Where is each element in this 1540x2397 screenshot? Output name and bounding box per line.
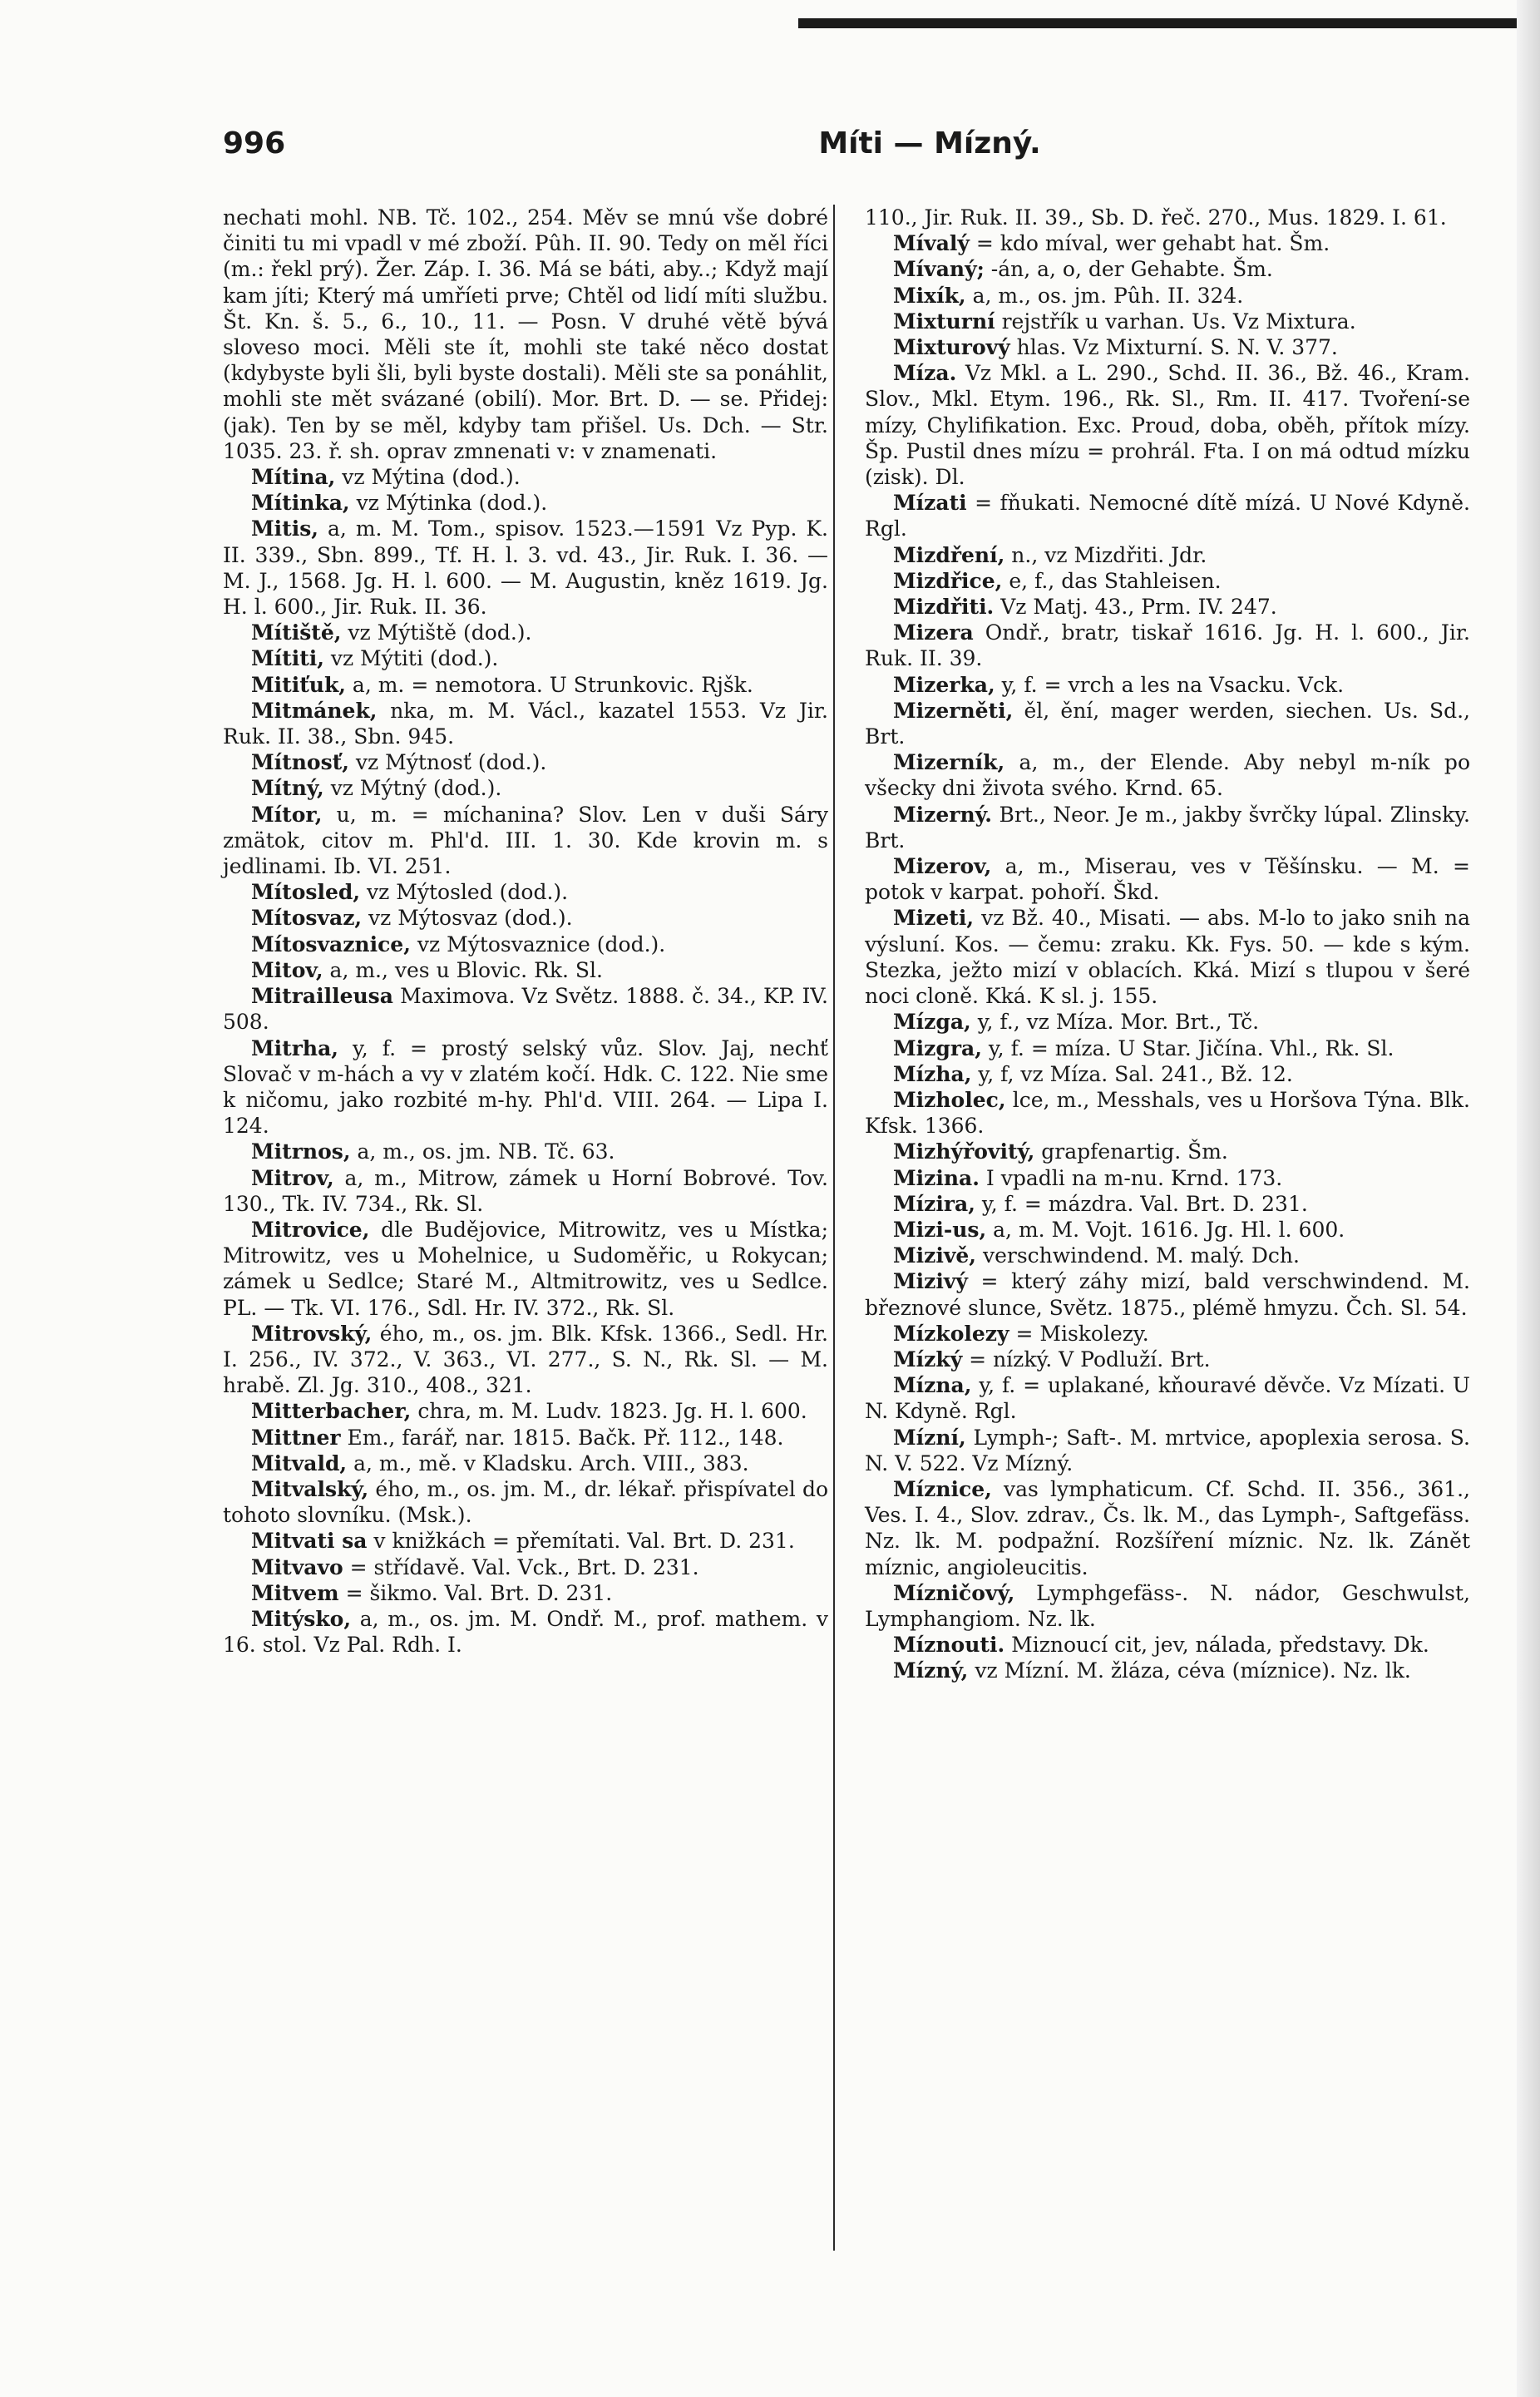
dictionary-entry [223,620,828,645]
entry-text: I vpadli na m-nu. Krnd. 173. [985,1165,1283,1190]
entry-text: a, m. M. Vojt. 1616. Jg. Hl. l. 600. [993,1217,1345,1242]
entry-headword: Mitvalský, [251,1476,369,1501]
entry-headword: Mizholec, [893,1087,1006,1112]
entry-headword: Mívalý [893,231,970,256]
dictionary-entry [865,1165,1470,1191]
entry-text: Maximova. Vz Světz. 1888. č. 34., KP. IV. 508. [223,984,828,1035]
dictionary-entry [223,1451,828,1476]
dictionary-entry [223,1425,828,1451]
entry-text: grapfenartig. Šm. [1041,1139,1228,1164]
entry-text: y, f. = mázdra. Val. Brt. D. 231. [981,1191,1308,1216]
entry-text: Lymphgefäss-. N. nádor, Geschwulst, Lymphangiom. Nz. lk. [865,1580,1470,1631]
entry-text: vz Mýtiti (dod.). [330,646,499,671]
entry-headword: Mítnosť, [251,750,349,775]
dictionary-entry [865,1268,1470,1320]
entry-text: ého, m., os. jm. M., dr. lékař. přispívatel do tohoto slovníku. (Msk.). [223,1476,829,1528]
entry-headword: Mizivě, [893,1243,976,1268]
entry-headword: Mitrovský, [251,1321,373,1346]
entry-text: rejstřík u varhan. Us. Vz Mixtura. [1001,309,1356,334]
entry-headword: Mixturní [893,309,995,334]
right-column [865,205,1470,1684]
entry-text: vz Mýtiště (dod.). [348,620,532,645]
entry-headword: Mítiti, [251,646,324,671]
entry-text: lce, m., Messhals, ves u Horšova Týna. Blk. Kfsk. 1366. [865,1087,1470,1139]
page-number: 996 [223,126,286,161]
dictionary-entry [223,775,828,801]
entry-text: Miznoucí cit, jev, nálada, představy. Dk. [1011,1633,1429,1658]
dictionary-entry [865,1425,1470,1476]
entry-headword: Mitýsko, [251,1606,352,1631]
entry-headword: Mizerněti, [893,698,1014,723]
dictionary-entry [865,230,1470,256]
dictionary-entry [223,1476,828,1528]
dictionary-entry [865,1035,1470,1061]
dictionary-entry [865,1191,1470,1217]
dictionary-entry [865,542,1470,568]
entry-headword: Mitrha, [251,1035,338,1060]
dictionary-entry [223,1321,828,1399]
dictionary-entry [223,1528,828,1554]
entry-text: -án, a, o, der Gehabte. Šm. [990,257,1273,282]
entry-text: y, f. = vrch a les na Vsacku. Vck. [1001,672,1345,697]
entry-headword: Mitrovice, [251,1217,370,1242]
dictionary-entry [865,1217,1470,1243]
dictionary-entry [223,490,828,516]
entry-text: Brt., Neor. Je m., jakby švrčky lúpal. Zlinsky. Brt. [865,802,1470,853]
dictionary-entry [223,1554,828,1580]
dictionary-entry [865,1632,1470,1658]
entry-text: a, m., ves u Blovic. Rk. Sl. [329,957,604,982]
entry-headword: Mitrnos, [251,1139,351,1164]
entry-headword: Mizerník, [893,750,1005,775]
entry-text: vz Mýtina (dod.). [342,465,521,490]
dictionary-entry [865,1087,1470,1139]
entry-headword: Mizgra, [893,1035,982,1060]
dictionary-entry [865,1321,1470,1347]
dictionary-entry [865,360,1470,490]
page-header [223,126,1470,176]
entry-text: = který záhy mizí, bald verschwindend. M. březnové slunce, Světz. 1875., plémě hmyzu. Čch. Sl. 54. [865,1269,1470,1320]
entry-headword: Mitrov, [251,1165,334,1190]
entry-headword: Mizerka, [893,672,995,697]
entry-text: vz Mýtnosť (dod.). [355,750,547,775]
dictionary-entry [865,672,1470,698]
entry-text: a, m., Miserau, ves v Těšínsku. — M. = potok v karpat. pohoří. Škd. [865,854,1470,905]
entry-text: ého, m., os. jm. Blk. Kfsk. 1366., Sedl. Hr. I. 256., IV. 372., V. 363., VI. 277., S. N., Rk. Sl. — M. hrabě. Zl. Jg. 310., 408., 321. [223,1321,828,1398]
entry-headword: Mizera [893,620,974,645]
entry-headword: Mízký [893,1347,963,1371]
dictionary-entry [865,905,1470,1009]
entry-headword: Mizhýřovitý, [893,1139,1035,1164]
entry-headword: Mixturový [893,335,1010,360]
entry-headword: Mízní, [893,1425,966,1450]
dictionary-entry [223,932,828,957]
dictionary-entry [223,879,828,905]
entry-text: 110., Jir. Ruk. II. 39., Sb. D. řeč. 270., Mus. 1829. I. 61. [865,205,1447,230]
dictionary-entry [223,905,828,931]
dictionary-entry [865,594,1470,620]
entry-text: vz Mýtosvaz (dod.). [368,906,573,931]
entry-headword: Mízničový, [893,1580,1015,1605]
dictionary-entry [865,1347,1470,1372]
dictionary-entry [865,309,1470,334]
entry-text: a, m., os. jm. Pûh. II. 324. [972,283,1244,308]
entry-text: = Miskolezy. [1015,1321,1149,1346]
entry-text: Vz Mkl. a L. 290., Schd. II. 36., Bž. 46., Kram. Slov., Mkl. Etym. 196., Rk. Sl., Rm. II. 417. Tvoření-se mízy, Chylifikation. Exc. Proud, doba, oběh, přítok mízy. Šp. Pustil dnes mízu = prohrál. Fta. I on má odtud mízku (zisk). Dl. [865,361,1470,490]
entry-text: Vz Matj. 43., Prm. IV. 247. [1000,595,1277,620]
entry-headword: Mixík, [893,283,966,308]
running-head: Míti — Mízný. [818,126,1041,161]
entry-headword: Mizivý [893,1269,968,1294]
dictionary-entry [865,1243,1470,1268]
entry-headword: Mítosvaznice, [251,932,411,956]
entry-text: verschwindend. M. malý. Dch. [982,1243,1300,1268]
entry-headword: Mítosled, [251,880,361,905]
dictionary-entry [865,283,1470,309]
entry-text: y, f. = prostý selský vůz. Slov. Jaj, nechť Slovač v m-hách a vy v zlatém kočí. Hdk. C. 122. Nie sme k ničomu, jako rozbité m-hy. Phl'd. VIII. 264. — Lipa I. 124. [223,1035,828,1139]
dictionary-entry [865,1061,1470,1087]
entry-text: = kdo míval, wer gehabt hat. Šm. [975,231,1330,256]
dictionary-entry [865,1139,1470,1164]
entry-headword: Mitiťuk, [251,672,346,697]
dictionary-entry [865,205,1470,230]
entry-text: y, f., vz Míza. Mor. Brt., Tč. [977,1010,1260,1035]
entry-text: nka, m. M. Václ., kazatel 1553. Vz Jir. Ruk. II. 38., Sbn. 945. [223,698,828,749]
entry-headword: Mitterbacher, [251,1399,412,1424]
entry-headword: Mitov, [251,957,323,982]
entry-headword: Mízna, [893,1373,972,1398]
scan-border-right [1517,0,1540,2397]
entry-text: = střídavě. Val. Vck., Brt. D. 231. [349,1554,699,1579]
entry-headword: Mitmánek, [251,698,378,723]
entry-text: y, f, vz Míza. Sal. 241., Bž. 12. [978,1061,1293,1086]
dictionary-entry [865,749,1470,801]
dictionary-entry [865,620,1470,671]
entry-text: Em., farář, nar. 1815. Bačk. Př. 112., 148. [347,1425,784,1450]
entry-headword: Mizerov, [893,854,992,879]
entry-headword: Mittner [251,1425,341,1450]
dictionary-entry [223,802,828,880]
dictionary-entry [223,1165,828,1217]
entry-text: chra, m. M. Ludv. 1823. Jg. H. l. 600. [417,1399,807,1424]
dictionary-entry [865,802,1470,853]
entry-text: u, m. = míchanina? Slov. Len v duši Sáry zmätok, citov m. Phl'd. III. 1. 30. Kde krovin m. s jedlinami. Ib. VI. 251. [223,802,828,879]
dictionary-entry [223,205,828,464]
dictionary-entry [223,749,828,775]
dictionary-entry [865,490,1470,541]
entry-headword: Míza. [893,361,957,386]
entry-text: = nízký. V Podluží. Brt. [969,1347,1211,1371]
entry-headword: Mítný, [251,776,324,801]
entry-headword: Mizina. [893,1165,980,1190]
entry-text: a, m. = nemotora. U Strunkovic. Rjšk. [352,672,753,697]
entry-headword: Mizeti, [893,906,975,931]
entry-headword: Mitvem [251,1580,339,1605]
entry-headword: Mizdření, [893,542,1005,567]
entry-text: e, f., das Stahleisen. [1009,568,1222,593]
entry-headword: Mitis, [251,516,318,541]
dictionary-entry [223,1139,828,1164]
entry-text: Ondř., bratr, tiskař 1616. Jg. H. l. 600., Jir. Ruk. II. 39. [865,620,1470,671]
entry-headword: Mizi-us, [893,1217,987,1242]
dictionary-entry [223,983,828,1035]
dictionary-entry [223,957,828,983]
entry-headword: Mitvavo [251,1554,343,1579]
dictionary-entry [223,645,828,671]
entry-headword: Míznouti. [893,1633,1005,1658]
entry-headword: Mítinka, [251,491,350,516]
entry-headword: Mívaný; [893,257,985,282]
entry-text: Lymph-; Saft-. M. mrtvice, apoplexia serosa. S. N. V. 522. Vz Mízný. [865,1425,1470,1475]
dictionary-entry [865,334,1470,360]
dictionary-entry [865,1658,1470,1683]
entry-headword: Mízati [893,491,967,516]
entry-text: vz Mýtosvaznice (dod.). [417,932,666,956]
entry-text: a, m. M. Tom., spisov. 1523.—1591 Vz Pyp. K. II. 339., Sbn. 899., Tf. H. l. 3. vd. 43., Jir. Ruk. I. 36. — M. J., 1568. Jg. H. l. 600. — M. Augustin, kněz 1619. Jg. H. l. 600., Jir. Ruk. II. 36. [223,516,828,620]
entry-text: a, m., os. jm. NB. Tč. 63. [357,1139,615,1164]
dictionary-entry [223,1217,828,1321]
entry-headword: Mízný, [893,1658,969,1683]
entry-headword: Mitvald, [251,1451,348,1475]
dictionary-entry [865,256,1470,282]
entry-text: vz Mýtný (dod.). [330,776,502,801]
entry-headword: Mizdřiti. [893,595,995,620]
dictionary-entry [223,1035,828,1139]
dictionary-entry [865,1372,1470,1424]
entry-text: v knižkách = přemítati. Val. Brt. D. 231. [373,1529,795,1554]
entry-headword: Mítiště, [251,620,342,645]
entry-headword: Mitrailleusa [251,984,393,1009]
dictionary-entry [223,1398,828,1424]
dictionary-entry [865,568,1470,594]
entry-text: n., vz Mizdřiti. Jdr. [1011,542,1207,567]
left-column [223,205,828,1658]
entry-headword: Mítor, [251,802,323,827]
dictionary-entry [223,464,828,490]
entry-text: vz Bž. 40., Misati. — abs. M-lo to jako snih na výsluní. Kos. — čemu: zraku. Kk. Fys. 50. — kde s kým. Stezka, ježto mizí v oblacích. Kká. Mizí s tlupou v šeré noci cloně. Kká. K sl. j. 155. [865,906,1470,1009]
dictionary-entry [223,1580,828,1606]
entry-headword: Mitvati sa [251,1529,368,1554]
entry-text: y, f. = míza. U Star. Jičína. Vhl., Rk. Sl. [988,1035,1394,1060]
entry-text: dle Budějovice, Mitrowitz, ves u Místka; Mitrowitz, ves u Mohelnice, u Sudoměřic, u Rokycan; zámek u Sedlce; Staré M., Altmitrowitz, ves u Sedlce. PL. — Tk. VI. 176., Sdl. Hr. IV. 372., Rk. Sl. [223,1217,828,1320]
entry-text: a, m., der Elende. Aby nebyl m-ník po všecky dni života svého. Krnd. 65. [865,750,1470,801]
dictionary-entry [865,853,1470,905]
dictionary-entry [223,516,828,620]
entry-headword: Mízga, [893,1010,971,1035]
dictionary-entry [865,1009,1470,1035]
entry-headword: Mítosvaz, [251,906,363,931]
dictionary-entry [223,672,828,698]
scan-border-top [798,18,1540,28]
entry-headword: Mízira, [893,1191,975,1216]
entry-text: = fňukati. Nemocné dítě mízá. U Nové Kdyně. Rgl. [865,491,1470,541]
entry-text: a, m., os. jm. M. Ondř. M., prof. mathem. v 16. stol. Vz Pal. Rdh. I. [223,1606,828,1658]
entry-headword: Mítina, [251,465,336,490]
entry-text: a, m., Mitrow, zámek u Horní Bobrové. Tov. 130., Tk. IV. 734., Rk. Sl. [223,1165,828,1216]
dictionary-entry [865,1580,1470,1632]
entry-headword: Mízha, [893,1061,972,1086]
entry-headword: Mizerný. [893,802,992,827]
entry-text: vz Mízní. M. žláza, céva (míznice). Nz. lk. [975,1658,1411,1683]
entry-text: hlas. Vz Mixturní. S. N. V. 377. [1016,335,1338,360]
entry-headword: Mizdřice, [893,568,1003,593]
entry-text: vz Mýtinka (dod.). [356,491,548,516]
entry-headword: Míznice, [893,1476,992,1501]
entry-text: vas lymphaticum. Cf. Schd. II. 356., 361., Ves. I. 4., Slov. zdrav., Čs. lk. M., das Lymph-, Saftgefäss. Nz. lk. M. podpažní. Rozšíření míznic. Nz. lk. Zánět míznic, angioleucitis. [865,1476,1470,1579]
dictionary-entry [223,698,828,749]
dictionary-entry [223,1606,828,1658]
dictionary-entry [865,1476,1470,1580]
entry-text: y, f. = uplakané, kňouravé děvče. Vz Mízati. U N. Kdyně. Rgl. [865,1373,1470,1424]
entry-text: vz Mýtosled (dod.). [367,880,569,905]
entry-text: = šikmo. Val. Brt. D. 231. [345,1580,613,1605]
column-divider [833,205,835,2251]
entry-text: a, m., mě. v Kladsku. Arch. VIII., 383. [353,1451,749,1475]
entry-headword: Mízkolezy [893,1321,1009,1346]
dictionary-entry [865,698,1470,749]
entry-text: ěl, ění, mager werden, siechen. Us. Sd., Brt. [865,698,1470,749]
entry-text: nechati mohl. NB. Tč. 102., 254. Měv se mnú vše dobré činiti tu mi vpadl v mé zboží. Pûh. II. 90. Tedy on měl říci (m.: řekl prý). Žer. Záp. I. 36. Má se báti, aby..; Když mají kam jíti; Který má umříeti prve; Chtěl od lidí míti službu. Št. Kn. š. 5., 6., 10., 11. — Posn. V druhé větě bývá sloveso moci. Měli ste ít, mohli ste také něco dostat (kdybyste byli šli, byli byste dostali). Měli ste sa ponáhlit, mohli ste mět svázané (obilí). Mor. Brt. D. — se. Přidej: (jak). Ten by se měl, kdyby tam přišel. Us. Dch. — Str. 1035. 23. ř. sh. oprav zmnenati v: v znamenati. [223,205,828,463]
